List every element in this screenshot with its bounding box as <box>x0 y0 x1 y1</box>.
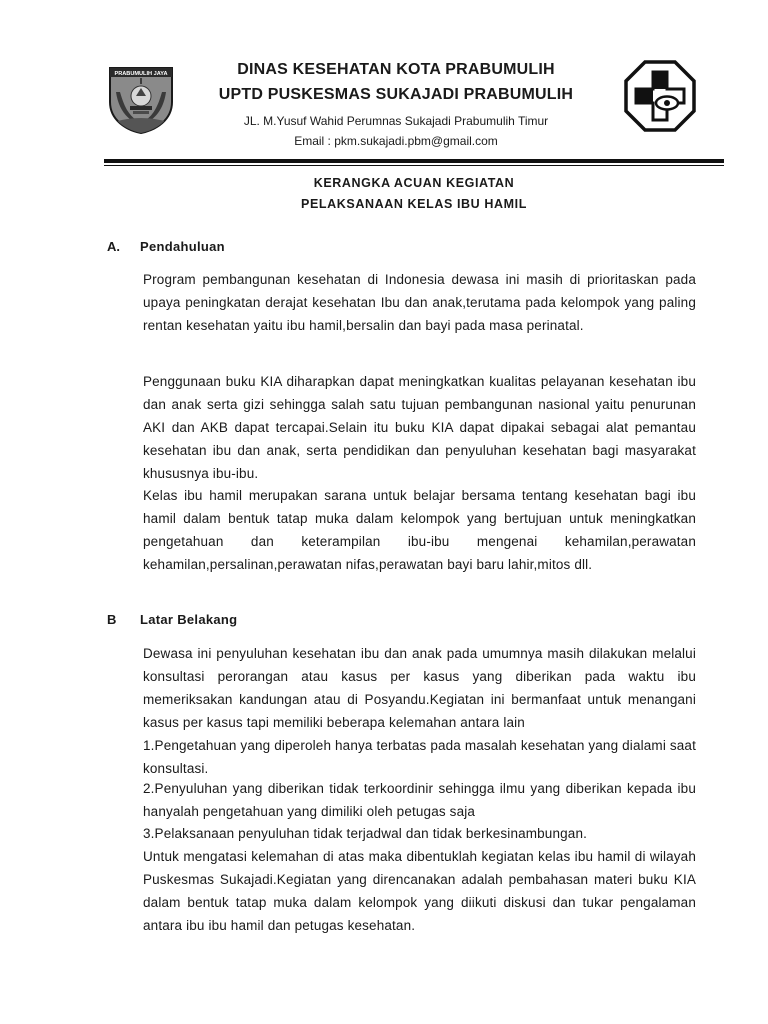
organization-name: DINAS KESEHATAN KOTA PRABUMULIH <box>237 61 555 78</box>
section-b-heading: Latar Belakang <box>140 612 238 627</box>
email-line: Email : pkm.sukajadi.pbm@gmail.com <box>294 134 498 148</box>
emblem-text: PRABUMULIH JAYA <box>114 71 168 78</box>
puskesmas-cross-icon <box>624 60 696 132</box>
section-b-paragraph-1: Dewasa ini penyuluhan kesehatan ibu dan anak pada umumnya masih dilakukan melalui konsultasi perorangan atau kasus per kasus yang diberikan pada waktu ibu memeriksakan kandungan atau di Posyandu.Kegiatan ini bermanfaat untuk menangani kasus per kasus tapi memiliki beberapa kelemahan antara lain <box>143 646 696 730</box>
city-emblem-icon <box>106 62 176 134</box>
section-b-letter: B <box>107 612 117 627</box>
section-a-paragraph-3: Kelas ibu hamil merupakan sarana untuk belajar bersama tentang kesehatan bagi ibu hamil dalam bentuk tatap muka dalam kelompok yang bertujuan untuk meningkatkan pengetahuan dan keterampilan ibu-ibu mengenai kehamilan,perawatan kehamilan,persalinan,perawatan nifas,perawatan bayi baru lahir,mitos dll. <box>143 488 696 572</box>
document-title: KERANGKA ACUAN KEGIATAN <box>313 176 515 190</box>
section-a-heading: Pendahuluan <box>140 239 225 254</box>
section-b-list-item-2: 2.Penyuluhan yang diberikan tidak terkoordinir sehingga ilmu yang diberikan kepada ibu hanyalah pengetahuan yang dimiliki oleh petugas saja <box>143 781 696 819</box>
unit-name: UPTD PUSKESMAS SUKAJADI PRABUMULIH <box>218 86 574 103</box>
section-b-list-item-3: 3.Pelaksanaan penyuluhan tidak terjadwal dan tidak berkesinambungan. <box>143 826 587 841</box>
section-a-paragraph-2: Penggunaan buku KIA diharapkan dapat meningkatkan kualitas pelayanan kesehatan ibu dan anak serta gizi sehingga salah satu tujuan pembangunan nasional yaitu penurunan AKI dan AKB dapat tercapai.Selain itu buku KIA dapat dipakai sebagai alat pemantau kesehatan ibu dan anak, serta pendidikan dan penyuluhan kesehatan bagi masyarakat khususnya ibu-ibu. <box>143 374 696 481</box>
section-b-paragraph-2: Untuk mengatasi kelemahan di atas maka dibentuklah kegiatan kelas ibu hamil di wilayah Puskesmas Sukajadi.Kegiatan yang direncanakan adalah pembahasan materi buku KIA dalam bentuk tatap muka dalam kelompok yang diikuti diskusi dan tukar pengalaman antara ibu ibu hamil dan petugas kesehatan. <box>143 849 696 933</box>
header-divider-thick <box>104 159 724 163</box>
section-b-list-item-1: 1.Pengetahuan yang diperoleh hanya terbatas pada masalah kesehatan yang dialami saat konsultasi. <box>143 738 696 776</box>
header-divider-thin <box>104 165 724 166</box>
section-a-letter: A. <box>107 239 120 254</box>
section-a-paragraph-1: Program pembangunan kesehatan di Indonesia dewasa ini masih di prioritaskan pada upaya peningkatan derajat kesehatan Ibu dan anak,terutama pada kelompok yang paling rentan kesehatan yaitu ibu hamil,bersalin dan bayi pada masa perinatal. <box>143 272 696 333</box>
address-line: JL. M.Yusuf Wahid Perumnas Sukajadi Prabumulih Timur <box>243 114 549 128</box>
document-subtitle: PELAKSANAAN KELAS IBU HAMIL <box>301 197 527 211</box>
